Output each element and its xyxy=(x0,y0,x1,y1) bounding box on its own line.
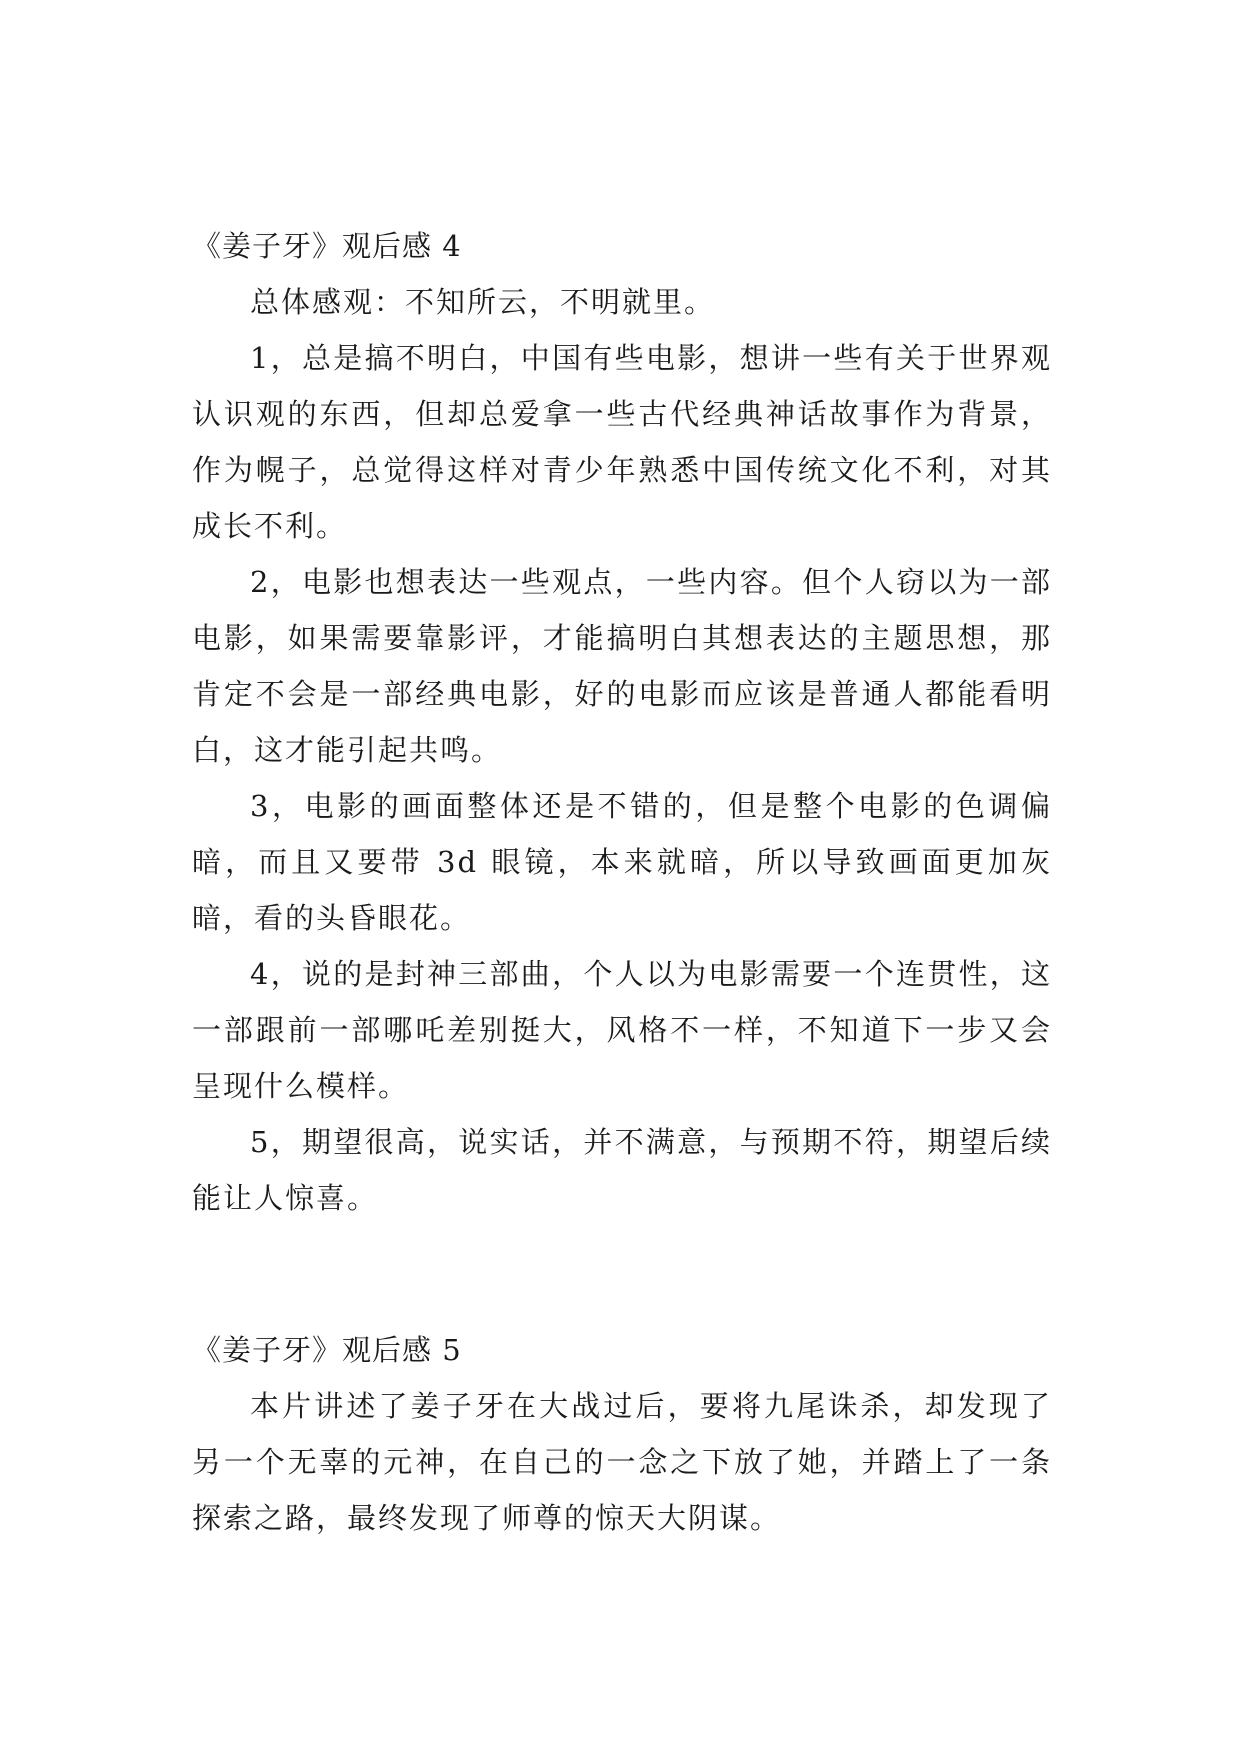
section-title: 《姜子牙》观后感 5 xyxy=(192,1333,462,1367)
paragraph: 本片讲述了姜子牙在大战过后，要将九尾诛杀，却发现了另一个无辜的元神，在自己的一念之下放了她，并踏上了一条探索之路，最终发现了师尊的惊天大阴谋。 xyxy=(192,1389,1052,1535)
essay-section-4 xyxy=(192,226,1052,1226)
paragraph: 总体感观：不知所云，不明就里。 xyxy=(250,285,716,319)
paragraph: 1，总是搞不明白，中国有些电影，想讲一些有关于世界观认识观的东西，但却总爱拿一些古代经典神话故事作为背景，作为幌子，总觉得这样对青少年熟悉中国传统文化不利，对其成长不利。 xyxy=(192,341,1052,543)
essay-section-5 xyxy=(192,1330,1052,1546)
paragraph: 4，说的是封神三部曲，个人以为电影需要一个连贯性，这一部跟前一部哪吒差别挺大，风格不一样，不知道下一步又会呈现什么模样。 xyxy=(192,957,1052,1103)
paragraph: 3，电影的画面整体还是不错的，但是整个电影的色调偏暗，而且又要带 3d 眼镜，本来就暗，所以导致画面更加灰暗，看的头昏眼花。 xyxy=(192,789,1052,935)
section-title: 《姜子牙》观后感 4 xyxy=(192,229,462,263)
paragraph: 5，期望很高，说实话，并不满意，与预期不符，期望后续能让人惊喜。 xyxy=(192,1125,1052,1215)
paragraph: 2，电影也想表达一些观点，一些内容。但个人窃以为一部电影，如果需要靠影评，才能搞明白其想表达的主题思想，那肯定不会是一部经典电影，好的电影而应该是普通人都能看明白，这才能引起共鸣。 xyxy=(192,565,1052,767)
